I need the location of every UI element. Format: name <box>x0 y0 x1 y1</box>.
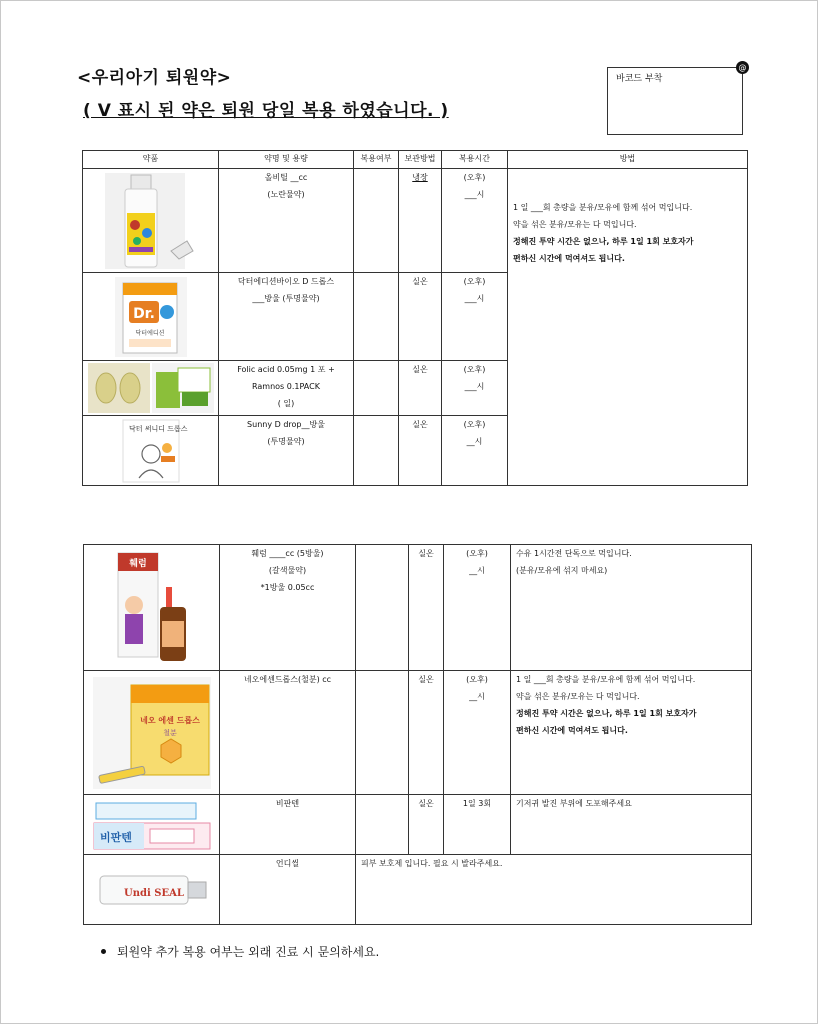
time-cell[interactable]: (오후) ___시 <box>442 273 508 361</box>
medicine-image-cell <box>83 169 219 273</box>
note-cell: 피부 보호제 입니다. 필요 시 발라주세요. <box>356 855 752 925</box>
col-header-storage: 보관방법 <box>399 151 442 169</box>
undiseal-tube-image <box>90 866 214 914</box>
taken-check-cell[interactable] <box>356 795 409 855</box>
time-cell[interactable]: (오후) __시 <box>442 416 508 486</box>
svg-text:네오 에센 드롭스: 네오 에센 드롭스 <box>139 715 200 725</box>
medicine-image-cell <box>84 545 220 671</box>
table-row <box>84 545 752 671</box>
table-header-row <box>83 151 748 169</box>
table-row <box>83 169 748 273</box>
medicine-name-cell: Sunny D drop__방울 (투명물약) <box>219 416 354 486</box>
neo-essen-drops-image <box>91 675 213 791</box>
method-cell: 수유 1시간전 단독으로 먹입니다. (분유/모유에 섞지 마세요) <box>511 545 752 671</box>
bepanthen-ointment-image <box>88 797 216 853</box>
ferrum-drops-image <box>112 547 192 669</box>
taken-check-cell[interactable] <box>354 416 399 486</box>
medicine-name-cell: 네오에센드롭스(철분) cc <box>220 671 356 795</box>
storage-cell: 실온 <box>399 361 442 416</box>
svg-text:비판텐: 비판텐 <box>99 830 132 844</box>
folic-acid-tablets-image <box>86 362 216 414</box>
medicine-image-cell <box>83 273 219 361</box>
footer-note <box>101 943 379 960</box>
sunny-d-drop-image <box>121 418 188 484</box>
svg-text:닥터에디션: 닥터에디션 <box>135 329 164 337</box>
col-header-medicine: 약품 <box>83 151 219 169</box>
medicine-name-cell: 훼럼 ____cc (5방울) (갈색물약) *1방울 0.05cc <box>220 545 356 671</box>
medicine-image-cell <box>84 855 220 925</box>
barcode-box <box>607 63 747 135</box>
shared-method-cell: 1 일 ___회 총량을 분유/모유에 함께 섞어 먹입니다. 약을 섞은 분유/모유는 다 먹입니다. 정해진 투약 시간은 없으나, 하루 1일 1회 보호자가 편하신 시간에 먹여셔도 됩니다. <box>508 169 748 486</box>
time-cell[interactable]: (오후) __시 <box>444 545 511 671</box>
storage-cell: 실온 <box>409 795 444 855</box>
time-cell[interactable]: (오후) ___시 <box>442 361 508 416</box>
seal-icon: @ <box>736 61 749 74</box>
medicine-name-cell: 닥터에디션바이오 D 드롭스 ___방울 (투명물약) <box>219 273 354 361</box>
svg-text:Dr.: Dr. <box>132 305 155 322</box>
svg-text:철분: 철분 <box>162 728 177 737</box>
page-title: <우리아기 퇴원약> <box>77 68 232 88</box>
time-cell[interactable]: (오후) ___시 <box>442 169 508 273</box>
taken-check-cell[interactable] <box>356 545 409 671</box>
medicine-name-cell: Folic acid 0.05mg 1 포 + Ramnos 0.1PACK ( 일) <box>219 361 354 416</box>
col-header-time: 복용시간 <box>442 151 508 169</box>
barcode-label: 바코드 부착 <box>616 74 663 84</box>
yellow-syrup-bottle-image <box>101 171 201 271</box>
storage-cell: 실온 <box>399 416 442 486</box>
dr-edition-box-image <box>113 275 189 359</box>
footer-text: 퇴원약 추가 복용 여부는 외래 진료 시 문의하세요. <box>117 945 380 959</box>
taken-check-cell[interactable] <box>354 169 399 273</box>
medicine-image-cell <box>83 416 219 486</box>
table-row <box>84 671 752 795</box>
col-header-taken: 복용여부 <box>354 151 399 169</box>
storage-cell: 실온 <box>399 273 442 361</box>
page-subtitle: ( V 표시 된 약은 퇴원 당일 복용 하였습니다. ) <box>83 101 449 121</box>
medicine-image-cell <box>84 795 220 855</box>
medication-table-2 <box>83 544 752 925</box>
time-cell[interactable]: (오후) __시 <box>444 671 511 795</box>
method-cell: 기저귀 발진 부위에 도포해주세요 <box>511 795 752 855</box>
svg-text:닥터 써니디 드롭스: 닥터 써니디 드롭스 <box>128 424 188 433</box>
medication-table-1 <box>82 150 748 486</box>
taken-check-cell[interactable] <box>354 361 399 416</box>
svg-text:훼럼: 훼럼 <box>128 558 147 569</box>
medicine-image-cell <box>84 671 220 795</box>
taken-check-cell[interactable] <box>356 671 409 795</box>
time-cell: 1일 3회 <box>444 795 511 855</box>
medicine-image-cell <box>83 361 219 416</box>
col-header-method: 방법 <box>508 151 748 169</box>
table-row <box>84 795 752 855</box>
medicine-name-cell: 비판텐 <box>220 795 356 855</box>
medicine-name-cell: 올비틸 __cc (노란물약) <box>219 169 354 273</box>
method-cell: 1 일 ___회 총량을 분유/모유에 함께 섞어 먹입니다. 약을 섞은 분유/모유는 다 먹입니다. 정해진 투약 시간은 없으나, 하루 1일 1회 보호자가 편하신 시간에 먹여셔도 됩니다. <box>511 671 752 795</box>
taken-check-cell[interactable] <box>354 273 399 361</box>
storage-cell: 실온 <box>409 545 444 671</box>
table-row <box>84 855 752 925</box>
storage-cell: 냉장 <box>399 169 442 273</box>
storage-cell: 실온 <box>409 671 444 795</box>
svg-text:Undi SEAL: Undi SEAL <box>123 887 184 899</box>
col-header-name-dose: 약명 및 용량 <box>219 151 354 169</box>
bullet-icon <box>101 949 106 954</box>
medicine-name-cell: 언디씰 <box>220 855 356 925</box>
